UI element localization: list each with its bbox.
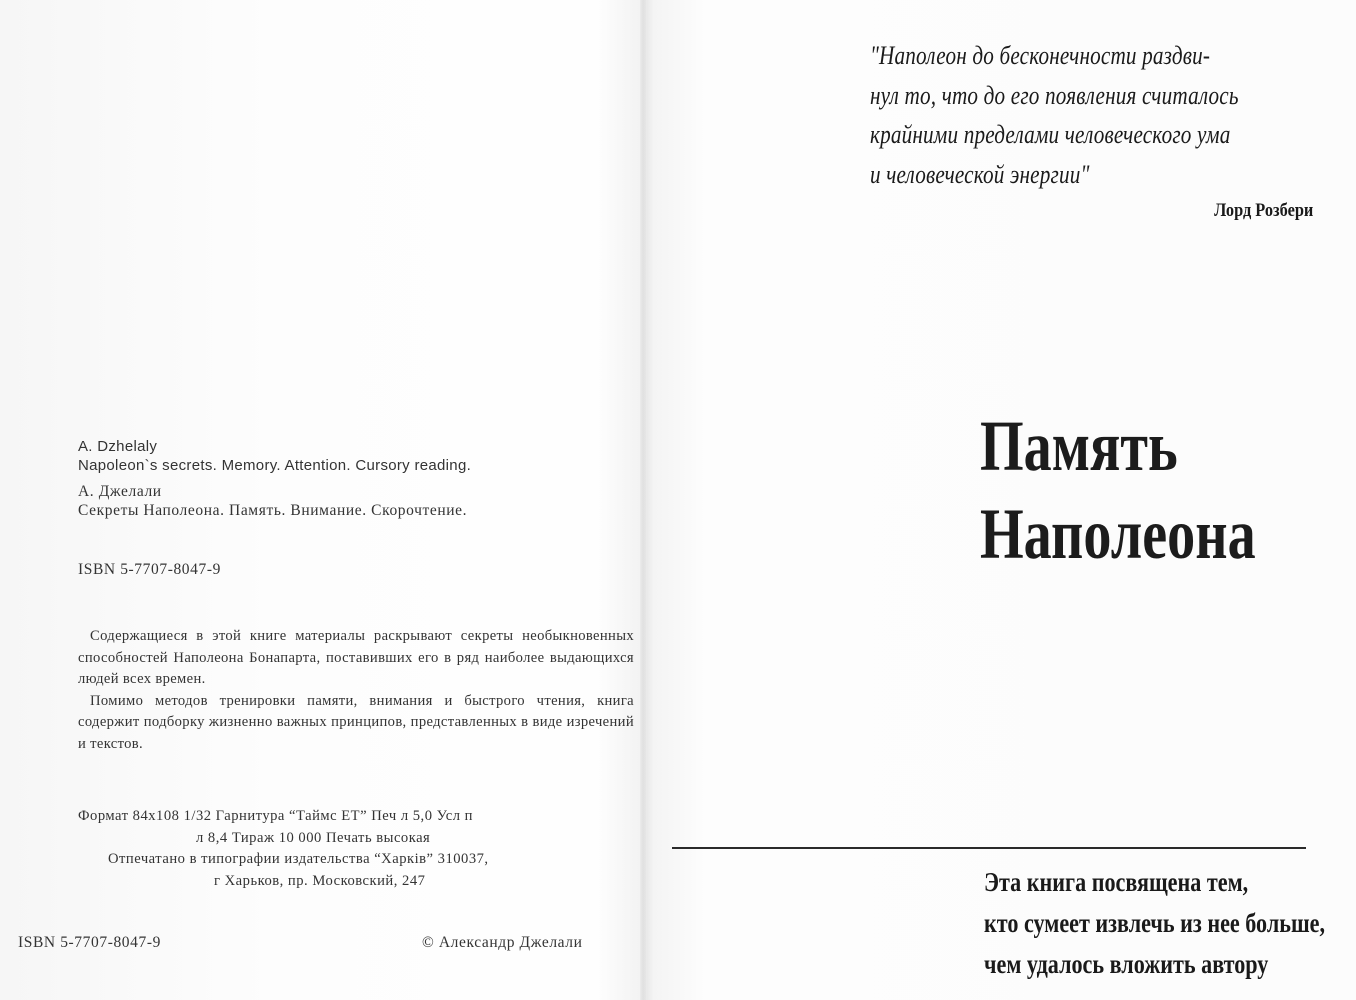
colophon-line-4: г Харьков, пр. Московский, 247 (214, 872, 426, 889)
colophon-line-2: л 8,4 Тираж 10 000 Печать высокая (196, 829, 431, 846)
epigraph-line-1: "Наполеон до бесконечности раздви- (870, 40, 1211, 70)
annotation-paragraph-2: Помимо методов тренировки памяти, внимания и быстрого чтения, книга содержит подборку жизненно важных принципов, представленных в виде изречений и текстов. (78, 692, 634, 752)
imprint-title-en: Napoleon`s secrets. Memory. Attention. Cursory reading. (78, 457, 472, 474)
imprint-author-ru: А. Джелали (78, 483, 162, 500)
colophon-line-3: Отпечатано в типографии издательства “Харків” 310037, (108, 851, 489, 867)
epigraph-line-4: и человеческой энергии" (870, 158, 1090, 189)
annotation (78, 626, 634, 755)
epigraph-line-3: крайними пределами человеческого ума (870, 119, 1231, 149)
colophon-line-1: Формат 84x108 1/32 Гарнитура “Таймс ЕТ” Печ л 5,0 Усл п (78, 808, 473, 824)
book-gutter (640, 0, 646, 1000)
epigraph-line-2: нул то, что до его появления считалось (870, 79, 1239, 110)
imprint-title-ru: Секреты Наполеона. Память. Внимание. Скорочтение. (78, 502, 468, 519)
imprint-author-en: A. Dzhelaly (78, 438, 158, 455)
isbn-bottom: ISBN 5-7707-8047-9 (18, 934, 161, 951)
epigraph-quote (870, 36, 1320, 194)
divider-rule (672, 847, 1306, 849)
colophon (78, 806, 626, 892)
annotation-paragraph-1: Содержащиеся в этой книге материалы раскрывают секреты необыкновенных способностей Наполеона Бонапарта, поставивших его в ряд наиболее выдающихся людей всех времен. (78, 628, 634, 687)
copyright: © Александр Джелали (422, 934, 583, 951)
epigraph-author: Лорд Розбери (1213, 200, 1313, 221)
isbn-top: ISBN 5-7707-8047-9 (78, 561, 221, 578)
